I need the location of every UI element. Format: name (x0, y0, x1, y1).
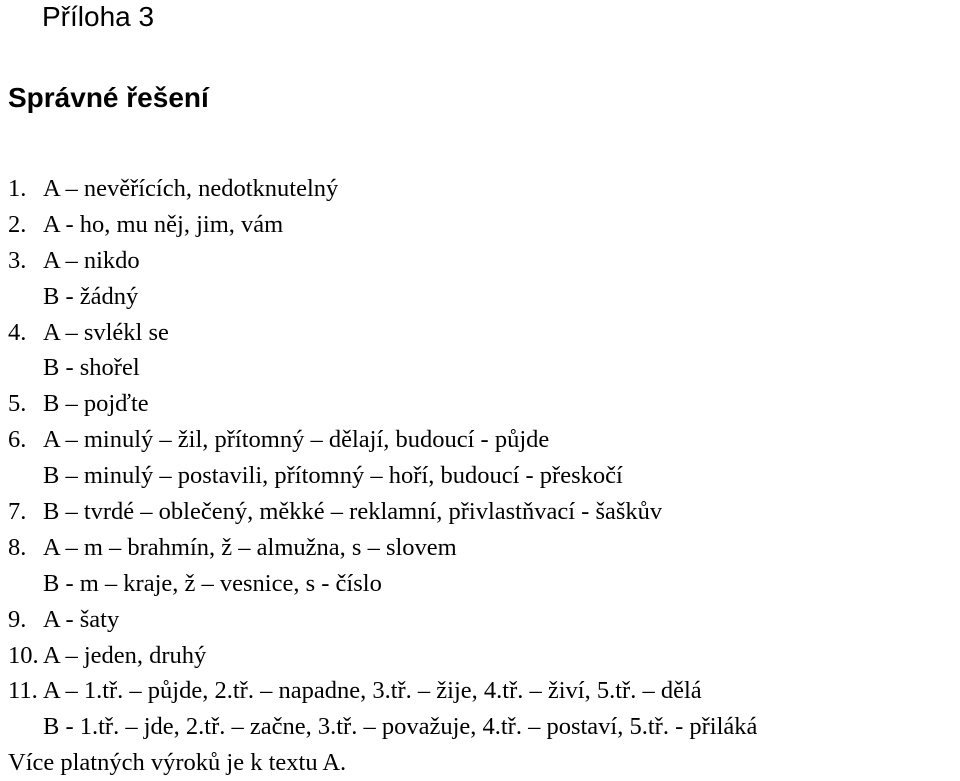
answer-text: B – minulý – postavili, přítomný – hoří, budoucí - přeskočí (43, 462, 623, 490)
footer-note: Více platných výroků je k textu A. (8, 749, 347, 777)
answer-list (8, 171, 958, 745)
page-header: Příloha 3 (42, 1, 155, 32)
answer-number: 2. (8, 210, 27, 238)
answer-row (8, 243, 958, 279)
answer-text: B - žádný (43, 282, 139, 310)
answer-row (8, 207, 958, 243)
answer-number: 7. (8, 498, 27, 526)
answer-text: A – m – brahmín, ž – almužna, s – slovem (43, 533, 457, 561)
page-title: Správné řešení (8, 82, 209, 113)
answer-row (8, 171, 958, 207)
answer-row (8, 350, 958, 386)
answer-number: 3. (8, 246, 27, 274)
answer-number: 6. (8, 426, 27, 454)
answer-text: A – 1.tř. – půjde, 2.tř. – napadne, 3.tř. – žije, 4.tř. – živí, 5.tř. – dělá (43, 677, 702, 705)
answer-text: A - ho, mu něj, jim, vám (43, 210, 284, 238)
answer-text: A - šaty (43, 605, 120, 633)
answer-text: A – minulý – žil, přítomný – dělají, budoucí - půjde (43, 426, 550, 454)
answer-number: 8. (8, 533, 27, 561)
answer-number: 11. (8, 677, 38, 705)
answer-text: B - 1.tř. – jde, 2.tř. – začne, 3.tř. – považuje, 4.tř. – postaví, 5.tř. - přiláká (43, 713, 758, 741)
answer-row (8, 315, 958, 351)
answer-row (8, 673, 958, 709)
answer-text: A – svlékl se (43, 318, 169, 346)
answer-number: 4. (8, 318, 27, 346)
answer-row (8, 638, 958, 674)
answer-text: A – jeden, druhý (43, 641, 207, 669)
answer-row (8, 458, 958, 494)
answer-number: 9. (8, 605, 27, 633)
answer-text: B - m – kraje, ž – vesnice, s - číslo (43, 569, 382, 597)
answer-text: A – nevěřících, nedotknutelný (43, 175, 339, 202)
answer-row (8, 709, 958, 745)
answer-text: B – tvrdé – oblečený, měkké – reklamní, přivlastňvací - šaškův (43, 498, 663, 526)
answer-text: B – pojďte (43, 390, 149, 418)
answer-row (8, 279, 958, 315)
answer-row (8, 422, 958, 458)
answer-row (8, 530, 958, 566)
answer-row (8, 602, 958, 638)
answer-number: 1. (8, 175, 27, 202)
answer-number: 10. (8, 641, 39, 669)
answer-text: B - shořel (43, 354, 140, 382)
answer-number: 5. (8, 390, 27, 418)
answer-text: A – nikdo (43, 246, 140, 274)
answer-row (8, 494, 958, 530)
answer-row (8, 386, 958, 422)
answer-row (8, 566, 958, 602)
